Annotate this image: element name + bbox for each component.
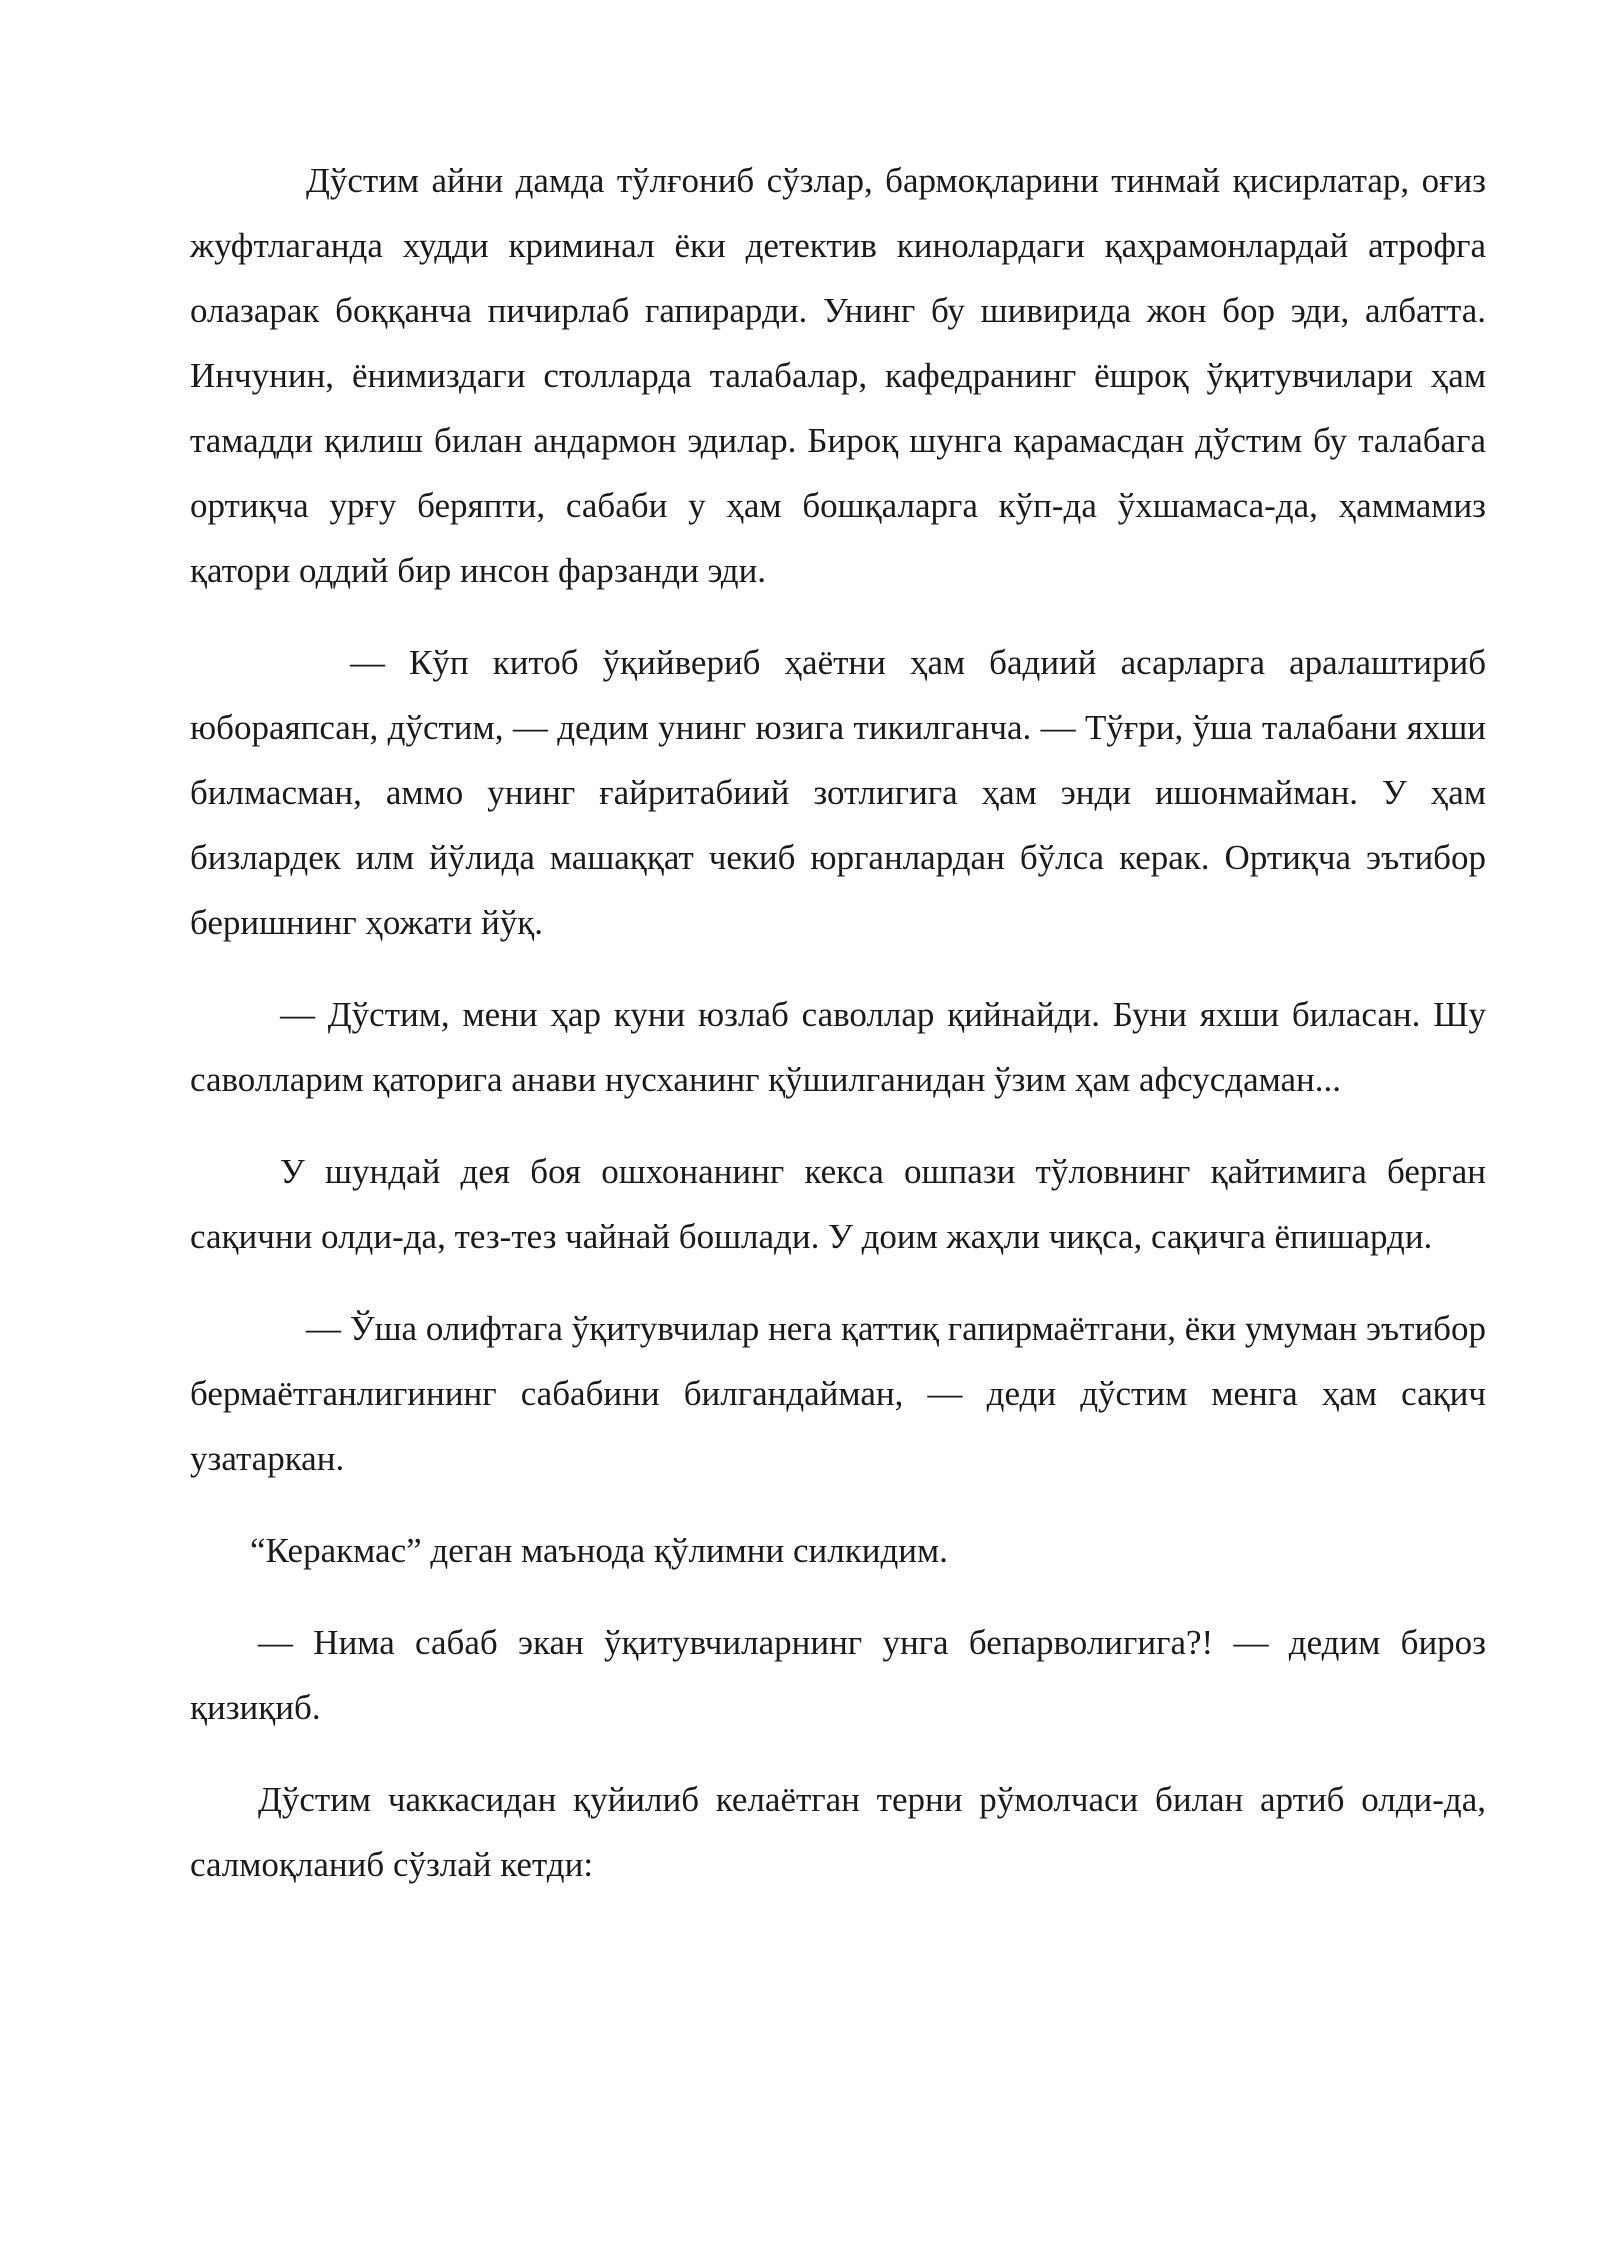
paragraph-1: Дўстим айни дамда тўлғониб сўзлар, бармоқларини тинмай қисирлатар, оғиз жуфтлаганда худди криминал ёки детектив кинолардаги қаҳрамонлардай атрофга олазарак боққанча пичирлаб гапирарди. Унинг бу шивирида жон бор эди, албатта. Инчунин, ёнимиздаги столларда талабалар, кафедранинг ёшроқ ўқитувчилари ҳам тамадди қилиш билан андармон эдилар. Бироқ шунга қарамасдан дўстим бу талабага ортиқча урғу беряпти, сабаби у ҳам бошқаларга кўп-да ўхшамаса-да, ҳаммамиз қатори оддий бир инсон фарзанди эди. [190,161,1486,590]
paragraph-2: — Кўп китоб ўқийвериб ҳаётни ҳам бадиий асарларга аралаштириб юбораяпсан, дўстим, — дедим унинг юзига тикилганча. — Тўғри, ўша талабани яхши билмасман, аммо унинг ғайритабиий зотлигига ҳам энди ишонмайман. У ҳам бизлардек илм йўлида машаққат чекиб юрганлардан бўлса керак. Ортиқча эътибор беришнинг ҳожати йўқ. [190,643,1486,942]
paragraph-7: — Нима сабаб экан ўқитувчиларнинг унга бепарволигига?! — дедим бироз қизиқиб. [190,1623,1486,1727]
paragraph-spacer [190,1740,1486,1767]
paragraph-3: — Дўстим, мени ҳар куни юзлаб саволлар қийнайди. Буни яхши биласан. Шу саволларим қаторига анави нусханинг қўшилганидан ўзим ҳам афсусдаман... [190,995,1486,1099]
paragraph-spacer [190,603,1486,630]
paragraph-spacer [190,1583,1486,1610]
paragraph-5: — Ўша олифтага ўқитувчилар нега қаттиқ гапирмаётгани, ёки умуман эътибор бермаётганлигининг сабабини билгандайман, — деди дўстим менга ҳам сақич узатаркан. [190,1309,1486,1478]
paragraph-spacer [190,955,1486,982]
document-page [190,148,1486,1897]
paragraph-8: Дўстим чаккасидан қуйилиб келаётган терни рўмолчаси билан артиб олди-да, салмоқланиб сўзлай кетди: [190,1780,1486,1884]
paragraph-spacer [190,1112,1486,1139]
paragraph-spacer [190,1491,1486,1518]
paragraph-6: “Керакмас” деган маънода қўлимни силкидим. [250,1531,948,1570]
paragraph-spacer [190,1269,1486,1296]
paragraph-4: У шундай дея боя ошхонанинг кекса ошпази тўловнинг қайтимига берган сақични олди-да, тез-тез чайнай бошлади. У доим жаҳли чиқса, сақичга ёпишарди. [190,1152,1486,1256]
